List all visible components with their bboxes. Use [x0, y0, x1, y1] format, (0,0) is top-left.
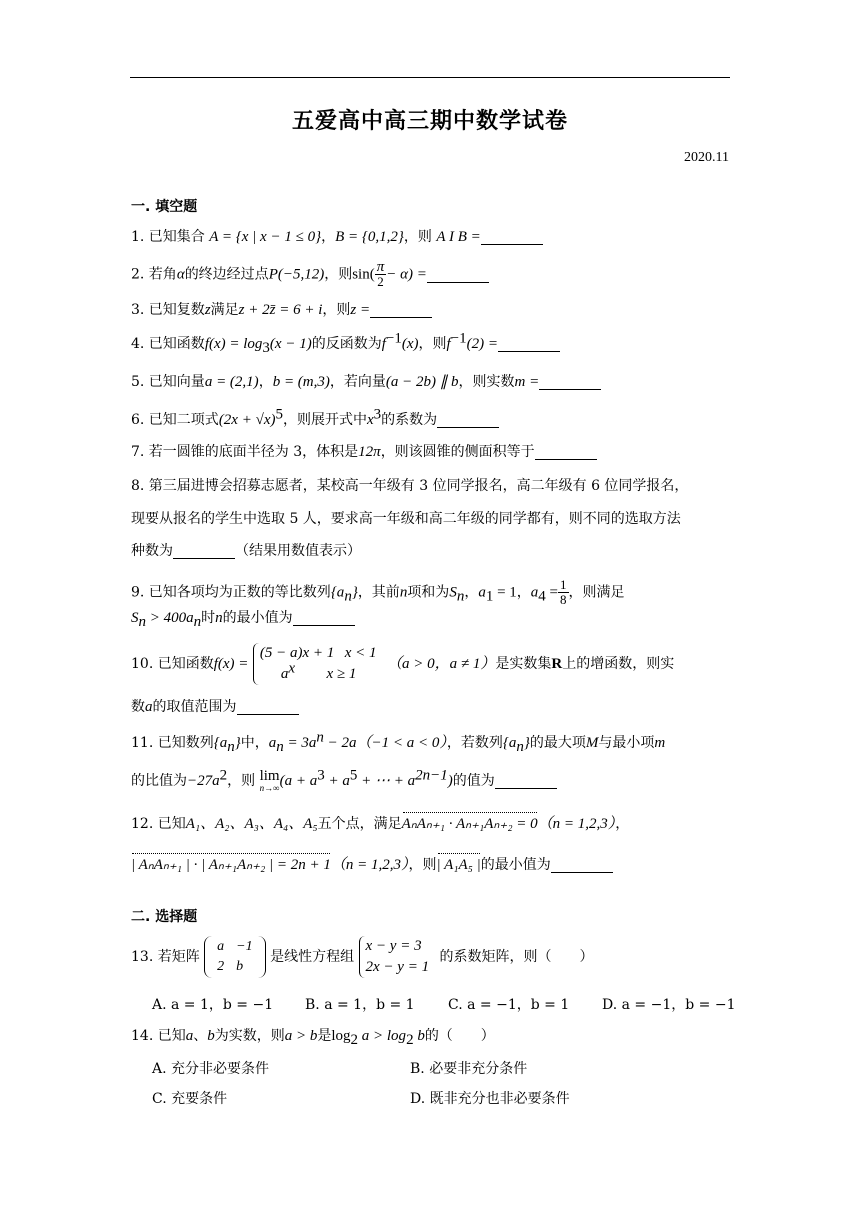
answer-blank[interactable]	[535, 445, 597, 460]
question-2: 2. 若角α的终边经过点P(−5,12)，则sin( $\frac{\pi}{2}$ − α) =	[131, 260, 489, 289]
fraction: $\frac{\pi}{2}$	[376, 259, 385, 289]
question-7: 7. 若一圆锥的底面半径为 3，体积是12π，则该圆锥的侧面积等于	[131, 443, 597, 461]
q14-option-b[interactable]: B. 必要非充分条件	[410, 1061, 528, 1077]
question-13: 13. 若矩阵 a −1 2 b 是线性方程组 x − y = 3 2x − y = 1 的系数矩阵，则（ ）	[131, 936, 594, 978]
answer-blank[interactable]	[495, 774, 557, 789]
question-11-line-1: 11. 已知数列$\{a_n\}$中，$a_n = 3a^n - 2a(-1 < a < 0)$，若数列$\{a_n\}$的最大项M与最小项m	[131, 729, 666, 755]
question-10-line-1: 10. 已知函数f(x) = (5 − a)x + 1 x < 1 $a^x$ x ≥ 1 （a > 0，a ≠ 1）是实数集R上的增函数，则实	[131, 643, 674, 685]
question-10-line-2: 数a的取值范围为	[131, 698, 299, 716]
question-12-line-1: 12. 已知A₁、A₂、A₃、A₄、A₅五个点，满足AₙAₙ₊₁ · Aₙ₊₁Aₙ₊₂ = 0（n = 1,2,3），	[131, 816, 630, 832]
answer-blank[interactable]	[293, 611, 355, 626]
q14-option-c[interactable]: C. 充要条件	[152, 1091, 228, 1107]
question-8-line-1: 8. 第三届进博会招募志愿者，某校高一年级有 3 位同学报名，高二年级有 6 位同学报名，	[131, 478, 689, 494]
question-4: 4. 已知函数$f(x) = \log_3(x - 1)$的反函数为$f^{-1}(x)$，则$f^{-1}(2)$ =	[131, 335, 560, 353]
q13-option-b[interactable]: B. a = 1，b = 1	[305, 997, 415, 1013]
answer-blank[interactable]	[370, 303, 432, 318]
q13-option-c[interactable]: C. a = −1，b = 1	[448, 997, 570, 1013]
page-title: 五爱高中高三期中数学试卷	[291, 108, 568, 134]
answer-blank[interactable]	[498, 337, 560, 352]
fraction: $\frac{1}{8}$	[560, 577, 567, 607]
question-9-line-1: 9. 已知各项均为正数的等比数列$\{a_n\}$，其前n项和为$S_n$，$a_1 = 1$，$a_4$ = $\frac{1}{8}$ ，则满足	[131, 577, 625, 607]
question-8-line-2: 现要从报名的学生中选取 5 人，要求高一年级和高二年级的同学都有，则不同的选取方法	[131, 511, 681, 527]
question-12-line-2: | AₙAₙ₊₁ | · | Aₙ₊₁Aₙ₊₂ | = 2n + 1（n = 1,2,3），则| A₁A₅ |的最小值为	[131, 856, 613, 874]
answer-blank[interactable]	[427, 268, 489, 283]
exam-date: 2020.11	[684, 150, 729, 165]
answer-blank[interactable]	[173, 544, 235, 559]
question-1: 1. 已知集合 A = {x | x − 1 ≤ 0}，B = {0,1,2}，则 A I B =	[131, 228, 543, 246]
coefficient-matrix: a −1 2 b	[204, 936, 265, 978]
equation-system: x − y = 3 2x − y = 1	[359, 936, 436, 978]
answer-blank[interactable]	[237, 700, 299, 715]
q14-option-d[interactable]: D. 既非充分也非必要条件	[410, 1091, 570, 1107]
question-9-line-2: $S_n > 400a_n$时n的最小值为	[131, 609, 355, 627]
question-6: 6. 已知二项式$(2x + √x)^5$，则展开式中$x^3$的系数为	[131, 411, 499, 429]
answer-blank[interactable]	[437, 413, 499, 428]
question-3: 3. 已知复数z满足z + 2z̄ = 6 + i，则z =	[131, 301, 432, 319]
section-multiple-choice: 二. 选择题	[131, 909, 198, 925]
question-14: 14. 已知a、b为实数，则a > b是$\log_2 a > \log_2 b$的（ ）	[131, 1028, 495, 1048]
piecewise-brace: (5 − a)x + 1 x < 1 $a^x$ x ≥ 1	[253, 643, 383, 685]
q13-option-a[interactable]: A. a = 1，b = −1	[152, 997, 274, 1013]
section-fill-in: 一. 填空题	[131, 199, 198, 215]
q13-option-d[interactable]: D. a = −1，b = −1	[602, 997, 736, 1013]
q14-option-a[interactable]: A. 充分非必要条件	[152, 1061, 270, 1077]
limit-operator: lim n→∞	[259, 768, 280, 793]
answer-blank[interactable]	[551, 858, 613, 873]
question-11-line-2: 的比值为$-27a^2$，则 lim n→∞ ($a + a^3 + a^5$ + ⋯ + $a^{2n-1}$)的值为	[131, 770, 557, 794]
answer-blank[interactable]	[539, 375, 601, 390]
answer-blank[interactable]	[481, 230, 543, 245]
header-rule	[130, 77, 730, 78]
question-5: 5. 已知向量a = (2,1)，b = (m,3)，若向量(a − 2b) ∥ b，则实数m =	[131, 373, 601, 391]
question-8-line-3: 种数为 （结果用数值表示）	[131, 543, 361, 559]
